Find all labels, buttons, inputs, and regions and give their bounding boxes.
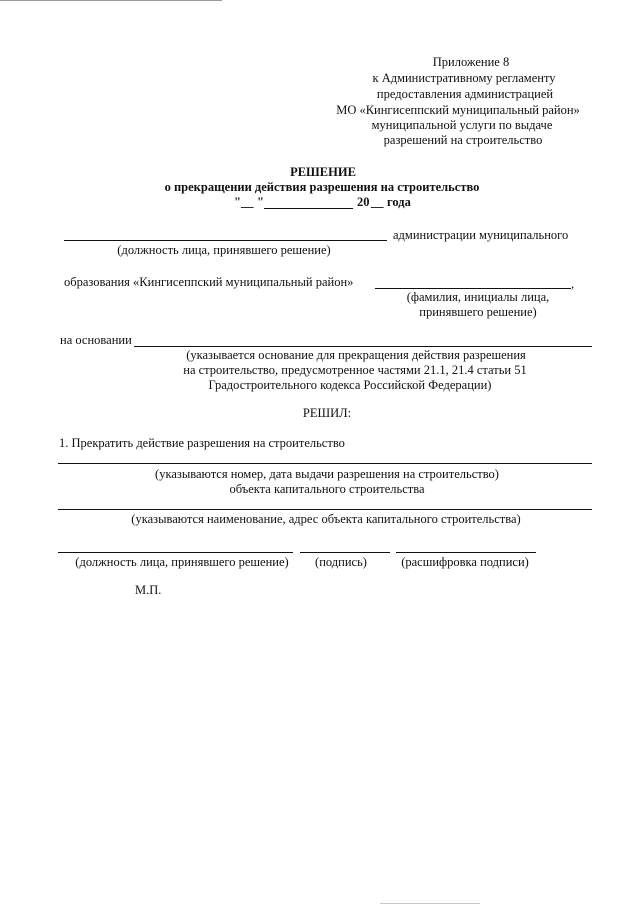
basis-caption-1: (указывается основание для прекращения действия разрешения [186, 348, 526, 362]
stamp-placeholder: М.П. [135, 583, 162, 597]
permit-field-line [58, 463, 592, 464]
appendix-line-4: МО «Кингисеппский муниципальный район» [336, 103, 580, 117]
scan-edge-bottom [380, 903, 480, 904]
scan-edge-top [0, 0, 222, 1]
admin-text: администрации муниципального [393, 228, 569, 242]
basis-field-line [134, 346, 592, 347]
date-month-line [264, 208, 353, 209]
signature-line [300, 552, 390, 553]
date-quote-open: " [234, 195, 241, 209]
signature-caption: (подпись) [315, 555, 367, 569]
document-title: РЕШЕНИЕ [290, 165, 356, 179]
object-caption: (указываются наименование, адрес объекта капитального строительства) [131, 512, 521, 526]
signer-position-line [58, 552, 293, 553]
permit-caption-1: (указываются номер, дата выдачи разрешения на строительство) [155, 467, 499, 481]
signature-decode-caption: (расшифровка подписи) [401, 555, 529, 569]
name-comma: , [571, 277, 575, 291]
appendix-line-2: к Административному регламенту [372, 71, 556, 85]
date-quote-close: " [257, 195, 264, 209]
appendix-line-3: предоставления администрацией [376, 87, 554, 101]
position-field-line [64, 240, 387, 241]
date-century: 20 [357, 195, 370, 209]
decision-item-1: 1. Прекратить действие разрешения на строительство [59, 436, 345, 450]
name-caption-2: принявшего решение) [419, 305, 537, 319]
signer-position-caption: (должность лица, принявшего решение) [75, 555, 289, 569]
document-subtitle: о прекращении действия разрешения на строительство [164, 180, 480, 194]
appendix-line-1: Приложение 8 [432, 55, 510, 69]
resolved-heading: РЕШИЛ: [302, 406, 352, 420]
name-caption-1: (фамилия, инициалы лица, [406, 290, 550, 304]
date-suffix: года [387, 195, 411, 209]
name-field-line [375, 288, 571, 289]
basis-caption-2: на строительство, предусмотренное частями 21.1, 21.4 статьи 51 [183, 363, 527, 377]
permit-caption-2: объекта капитального строительства [229, 482, 425, 496]
date-day: __ [241, 195, 254, 209]
municipality-text: образования «Кингисеппский муниципальный район» [64, 275, 354, 289]
signature-decode-line [396, 552, 536, 553]
object-field-line [58, 509, 592, 510]
basis-label: на основании [60, 333, 132, 347]
basis-caption-3: Градостроительного кодекса Российской Федерации) [208, 378, 492, 392]
appendix-line-6: разрешений на строительство [383, 133, 543, 147]
position-caption: (должность лица, принявшего решение) [117, 243, 331, 257]
appendix-line-5: муниципальной услуги по выдаче [371, 118, 553, 132]
date-year: __ [371, 195, 384, 209]
